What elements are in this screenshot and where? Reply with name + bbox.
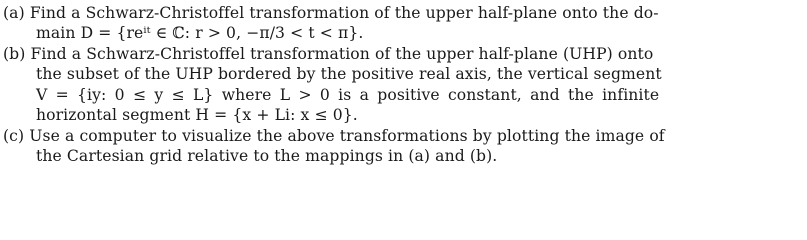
- part-a-label: (a): [3, 4, 25, 22]
- part-a-line-2: main D = {reⁱᵗ ∈ ℂ: r > 0, −π/3 < t < π}.: [36, 24, 364, 42]
- part-c-label: (c): [3, 127, 25, 145]
- part-a-line-1: [3, 2, 659, 24]
- part-b-line-3: V = {iy: 0 ≤ y ≤ L} where L > 0 is a positive constant, and the infinite: [36, 86, 660, 104]
- part-c-text-1: Use a computer to visualize the above transformations by plotting the image of: [29, 127, 665, 145]
- part-b-line-1: [3, 43, 653, 65]
- part-a-text-1: Find a Schwarz-Christoffel transformation of the upper half-plane onto the do-: [29, 4, 659, 22]
- part-b-label: (b): [3, 45, 26, 63]
- part-c-line-1: [3, 125, 665, 147]
- part-b-line-4: horizontal segment H = {x + Li: x ≤ 0}.: [36, 106, 358, 124]
- part-b-text-1: Find a Schwarz-Christoffel transformation of the upper half-plane (UHP) onto: [30, 45, 654, 63]
- part-b-line-2: the subset of the UHP bordered by the positive real axis, the vertical segment: [36, 65, 662, 83]
- part-c-line-2: the Cartesian grid relative to the mappings in (a) and (b).: [36, 147, 498, 165]
